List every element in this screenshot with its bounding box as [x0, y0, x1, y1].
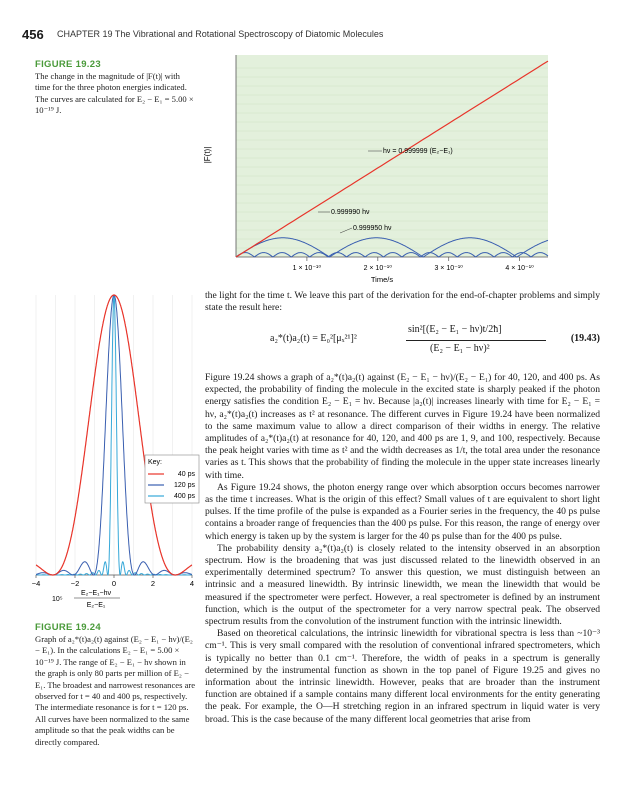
legend-label-120ps: 120 ps	[173, 482, 195, 489]
legend-title: Key:	[148, 459, 163, 466]
figure-23-caption: The change in the magnitude of |F(t)| with time for the three photon energies indicated. The curves are calculated for E₂ − E₁ = 5.00 × 10⁻¹⁹ J.	[35, 71, 194, 116]
plot-background	[236, 55, 548, 257]
x-label-numerator: E₂−E₁−hν	[81, 590, 111, 597]
x-label-factor: 10⁵	[52, 596, 63, 603]
x-tick-label: −4	[31, 579, 41, 588]
page-number: 456	[22, 27, 44, 42]
legend-label-40ps: 40 ps	[177, 471, 195, 478]
x-tick-label: 2	[150, 579, 156, 588]
legend-label-400ps: 400 ps	[173, 493, 195, 500]
intro-text: the light for the time t. We leave this part of the derivation for the end-of-chapter problems and simply state the result here:	[205, 290, 600, 314]
x-tick-label: 0	[111, 579, 117, 588]
x-tick-label: 1 × 10⁻¹⁰	[292, 265, 322, 272]
curve-label-osc1: 0.999990 hν	[331, 209, 370, 216]
plot-gridlines	[36, 295, 192, 575]
paragraph-2: As Figure 19.24 shows, the photon energy range over which absorption occurs becomes narrower as the time t increases. What is the origin of this effect? Small values of t are equivalent to short light pulses. If the time profile of the pulse is expanded as a Fourier series in the frequency, the 40 ps pulse contains a broader range of frequencies than the 400 ps pulse. For this reason, the range of energy over which energy is taken up by the system is larger for the 40 ps pulse than for the 400 ps pulse.	[205, 481, 600, 542]
x-tick-label: 2 × 10⁻¹⁰	[363, 265, 393, 272]
equation-19-43	[270, 324, 600, 358]
figure-24-label: FIGURE 19.24	[35, 622, 101, 633]
paragraph-3: The probability density a₂*(t)a₂(t) is closely related to the intensity observed in an absorption spectrum. How is the broadening that was just discussed related to the linewidth observed in an experimentally determined spectrum? To answer this question, we must distinguish between an intrinsic and a measured linewidth. By intrinsic linewidth, we mean the linewidth that would be measured if the spectrometer were perfect. However, a real spectrometer is defined by an instrument function, which is the output of the spectrometer for a very narrow spectral peak. The observed spectrum results from the convolution of the instrument function with the intrinsic linewidth.	[205, 542, 600, 628]
figure-24-caption: Graph of a₂*(t)a₂(t) against (E₂ − E₁ − hν)/(E₂ − E₁). In the calculations E₂ − E₁ = 5.00 × 10⁻¹⁹ J. The range of E₂ − E₁ − hν shown in the graph is only 80 parts per million of E₂ − E₁. The broadest and narrowest resonances are observed for t = 40 and 400 ps, respectively. The intermediate resonance is for t = 120 ps. All curves have been normalized to the same amplitude so that the peak widths can be directly compared.	[35, 634, 196, 747]
x-axis-label: Time/s	[370, 275, 394, 284]
equation-fraction-bar	[406, 340, 546, 341]
x-tick-label: 3 × 10⁻¹⁰	[434, 265, 463, 272]
x-tick-label: 4 × 10⁻¹⁰	[505, 265, 534, 272]
intro-paragraph	[205, 290, 600, 314]
curve-label-osc2: 0.999950 hν	[353, 225, 392, 232]
x-label-denominator: E₂−E₁	[86, 602, 106, 609]
equation-denominator: (E₂ − E₁ − hν)²	[430, 343, 490, 354]
figure-23-label: FIGURE 19.23	[35, 59, 101, 70]
x-ticks	[32, 575, 194, 588]
running-head: CHAPTER 19 The Vibrational and Rotational Spectroscopy of Diatomic Molecules	[57, 29, 384, 39]
paragraph-4: Based on theoretical calculations, the intrinsic linewidth for vibrational spectra is less than ~10⁻³ cm⁻¹. This is very small compared with the resolution of conventional infrared spectrometers, which is typically no better than 0.1 cm⁻¹. Therefore, the width of peaks in a spectrum is generally determined by the instrumental function as shown in the top panel of Figure 19.25 and gives no information about the intrinsic linewidth. However, peaks that are broader than the instrument function are obtained if a sample contains many different local environments for the entity generating the peak. For example, the O—H stretching region in an infrared spectrum in liquid water is very broad. This is the case because of the many different local geometries that arise from	[205, 628, 600, 725]
figure-23-chart	[200, 55, 560, 285]
x-tick-label: 4	[189, 579, 195, 588]
y-axis-label: |F(t)|	[203, 146, 212, 164]
equation-number: (19.43)	[570, 333, 600, 344]
x-ticks	[293, 257, 534, 272]
equation-numerator: sin²[(E₂ − E₁ − hν)t/2ħ]	[408, 324, 502, 335]
figure-24-chart	[30, 285, 200, 615]
paragraph-1: Figure 19.24 shows a graph of a₂*(t)a₂(t) against (E₂ − E₁ − hν)/(E₂ − E₁) for 40, 120, and 400 ps. As expected, the probability of finding the molecule in the excited state is sharply peaked if the photon energy satisfies the condition E₂ − E₁ = hν. Because |a₂(t)| increases linearly with time for E₂ − E₁ = hν, a₂*(t)a₂(t) increases as t² at resonance. The different curves in Figure 19.24 have been normalized to the same maximum value to allow a direct comparison of their widths in energy. The relative amplitudes of a₂*(t)a₂(t) at resonance for 40, 120, and 400 ps are 1, 9, and 100, respectively. Because the peak height varies with time as t² and the width decreases as 1/t, the total area under the resonance varies as t. This shows that the probability of finding the molecule in the upper state increases linearly with time.	[205, 372, 600, 481]
curve-label-linear: hν = 0.999999 (E₂−E₁)	[383, 148, 453, 155]
plot-gridlines	[236, 68, 548, 248]
x-tick-label: −2	[70, 579, 80, 588]
equation-lhs: a₂*(t)a₂(t) = E₀²[μₓ²¹]²	[270, 333, 357, 344]
main-text	[205, 372, 600, 726]
